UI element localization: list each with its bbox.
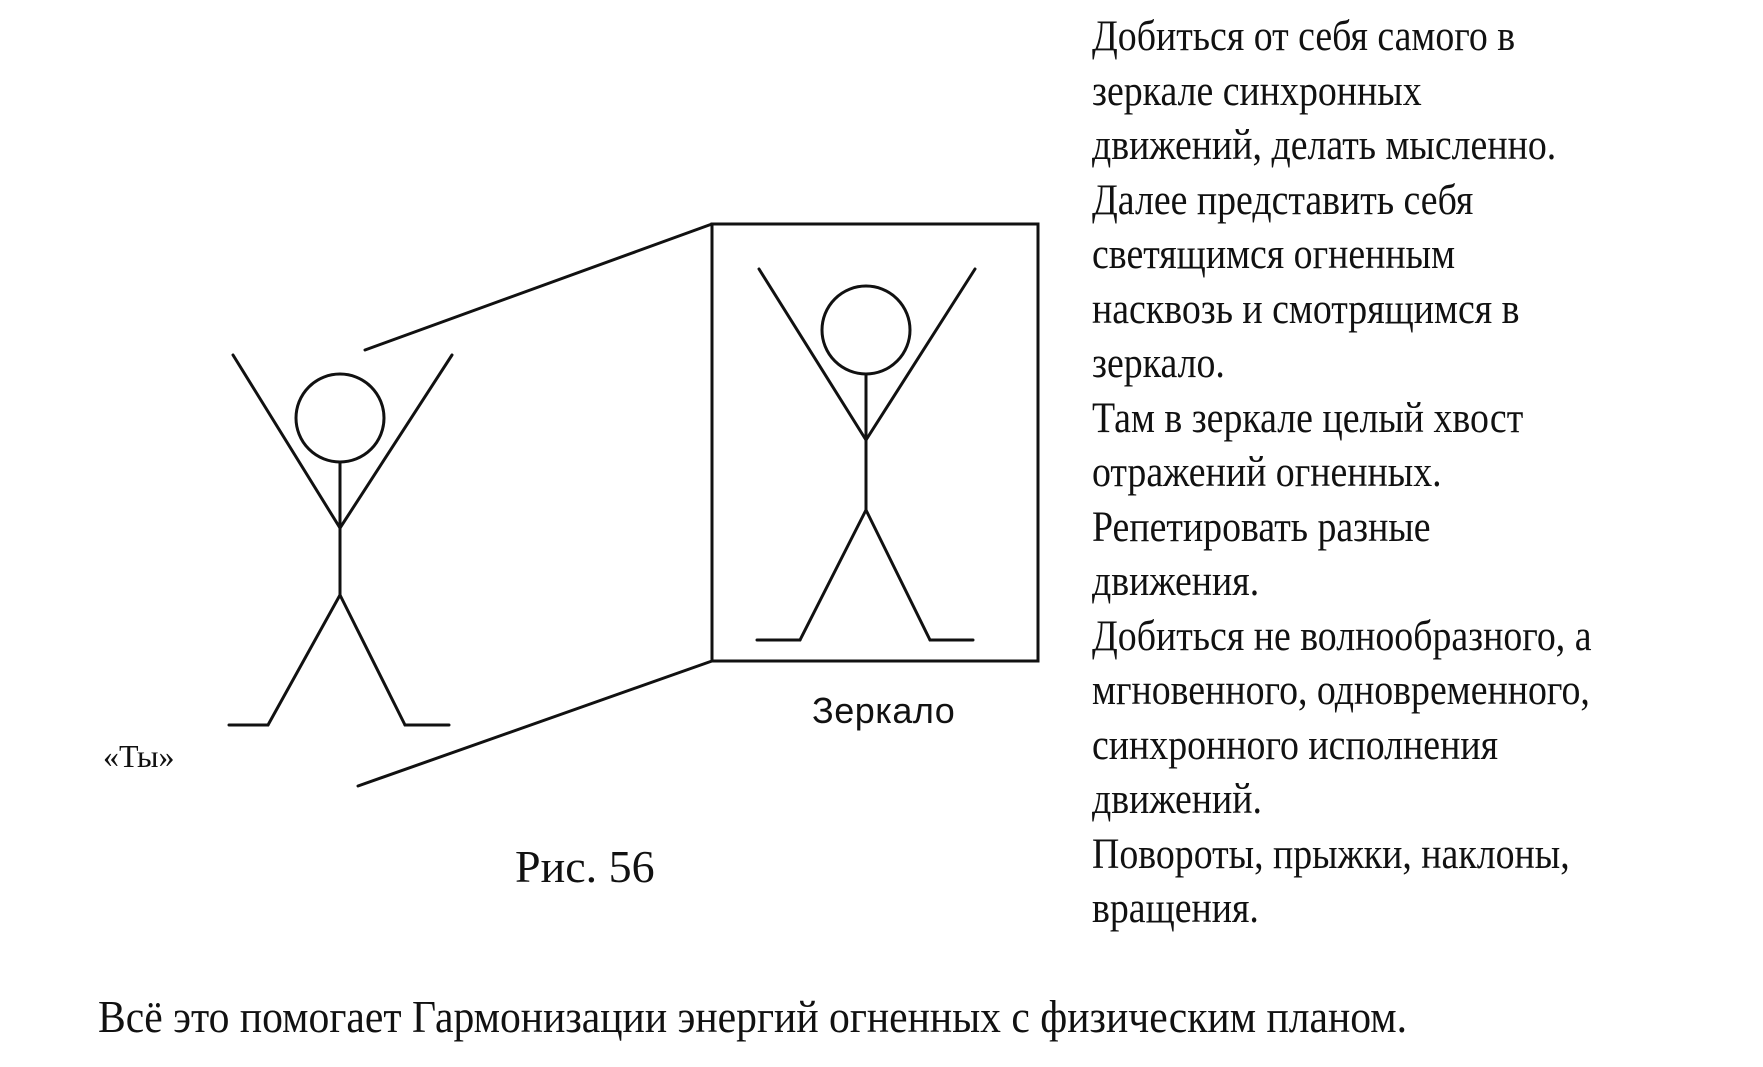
reflection-arm-right [866,269,975,440]
instruction-line: Повороты, прыжки, наклоны, [1092,830,1570,878]
reflection-arm-left [759,269,866,440]
reflection-leg-left [800,510,866,640]
instruction-line: мгновенного, одновременного, [1092,667,1590,714]
instruction-line: Добиться от себя самого в [1092,13,1516,60]
reflection-leg-right [866,510,930,640]
label-you: «Ты» [103,738,175,774]
you-arm-left [233,355,340,528]
instruction-line: зеркале синхронных [1092,67,1422,115]
mirror-frame [712,224,1038,661]
stick-figure-reflection [757,269,975,640]
perspective-line-top [365,224,712,350]
label-mirror: Зеркало [812,690,956,731]
instruction-line: светящимся огненным [1092,231,1456,278]
instruction-line: зеркало. [1092,340,1225,387]
instruction-line: Добиться не волнообразного, а [1092,612,1592,660]
instruction-line: движений. [1092,776,1263,823]
instruction-line: Там в зеркале целый хвост [1092,394,1524,442]
figure-caption: Рис. 56 [515,841,655,892]
you-head [296,374,384,462]
instruction-line: Далее представить себя [1092,176,1474,224]
reflection-head [822,286,910,374]
instructions-text [1092,10,1680,937]
you-leg-right [340,595,405,725]
you-arm-right [340,355,452,528]
you-leg-left [268,595,340,725]
instruction-line: отражений огненных. [1092,449,1442,496]
instruction-line: Репетировать разные [1092,503,1431,551]
instruction-line: синхронного исполнения [1092,721,1498,769]
instruction-line: вращения. [1092,885,1259,932]
instruction-line: насквозь и смотрящимся в [1092,285,1520,333]
stick-figure-you [229,355,452,725]
instruction-line: движений, делать мысленно. [1092,122,1557,169]
footer-text: Всё это помогает Гармонизации энергий огненных с физическим планом. [98,991,1408,1042]
instruction-line: движения. [1092,558,1260,605]
